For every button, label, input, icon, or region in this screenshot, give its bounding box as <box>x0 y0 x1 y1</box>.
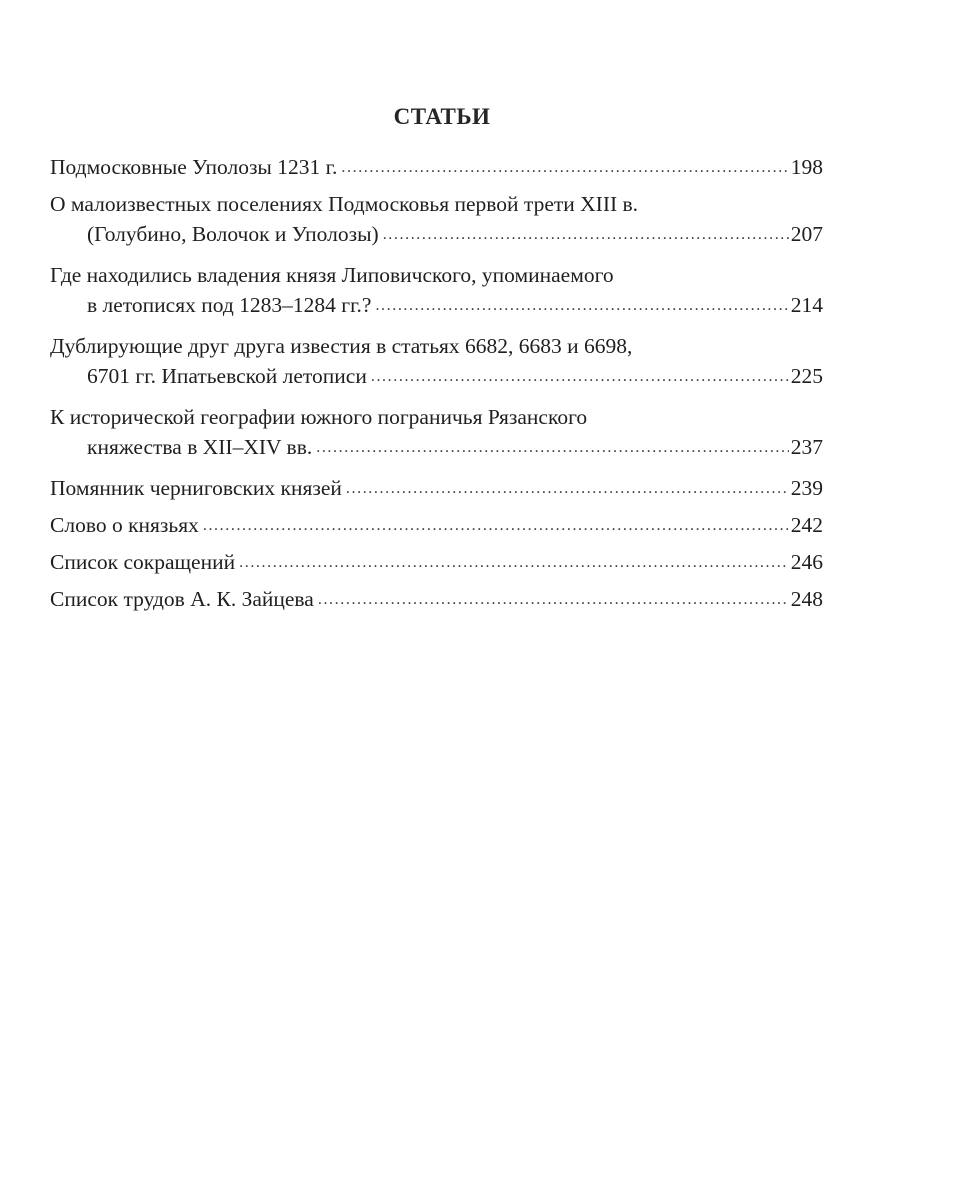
dot-leader <box>346 474 789 504</box>
section-heading: СТАТЬИ <box>393 104 491 129</box>
toc-page-number: 246 <box>790 550 823 574</box>
toc-page-number: 239 <box>790 476 823 500</box>
toc-entry <box>50 402 823 465</box>
toc-entry-title-continued: в летописях под 1283–1284 гг.? <box>87 293 372 317</box>
toc-entry-title: Список сокращений <box>50 550 236 574</box>
dot-leader <box>375 291 788 321</box>
toc-entry-title: О малоизвестных поселениях Подмосковья первой трети XIII в. <box>50 192 639 216</box>
toc-entry <box>50 152 823 185</box>
dot-leader <box>383 220 789 250</box>
toc-entry-title-continued: (Голубино, Волочок и Уполозы) <box>87 222 379 246</box>
toc-entry <box>50 260 823 323</box>
toc-entry <box>50 189 823 252</box>
toc-entry <box>50 473 823 506</box>
toc-entry-title-continued: княжества в XII–XIV вв. <box>87 435 313 459</box>
dot-leader <box>203 511 789 541</box>
toc-page-number: 237 <box>790 435 823 459</box>
dot-leader <box>318 585 789 615</box>
toc-entry-title: Дублирующие друг друга известия в статьях 6682, 6683 и 6698, <box>50 334 633 358</box>
toc-entry <box>50 510 823 543</box>
dot-leader <box>371 362 789 392</box>
dot-leader <box>239 548 789 578</box>
toc-entry-title: Список трудов А. К. Зайцева <box>50 587 314 611</box>
dot-leader <box>316 433 789 463</box>
toc-entry-title: К исторической географии южного пограничья Рязанского <box>50 405 588 429</box>
toc-page-number: 207 <box>790 222 823 246</box>
toc-entry <box>50 331 823 394</box>
toc-page-number: 248 <box>790 587 823 611</box>
toc-page-number: 214 <box>790 293 823 317</box>
toc-entry <box>50 547 823 580</box>
toc-page-number: 242 <box>790 513 823 537</box>
toc-entry-title: Подмосковные Уполозы 1231 г. <box>50 155 338 179</box>
toc-page-number: 225 <box>790 364 823 388</box>
toc-entry-title-continued: 6701 гг. Ипатьевской летописи <box>87 364 367 388</box>
toc-entry-title: Слово о князьях <box>50 513 199 537</box>
toc-entry-title: Где находились владения князя Липовичского, упоминаемого <box>50 263 614 287</box>
toc-entry-title: Помянник черниговских князей <box>50 476 342 500</box>
toc-entry <box>50 584 823 617</box>
table-of-contents <box>50 152 823 621</box>
dot-leader <box>341 153 788 183</box>
toc-page-number: 198 <box>790 155 823 179</box>
